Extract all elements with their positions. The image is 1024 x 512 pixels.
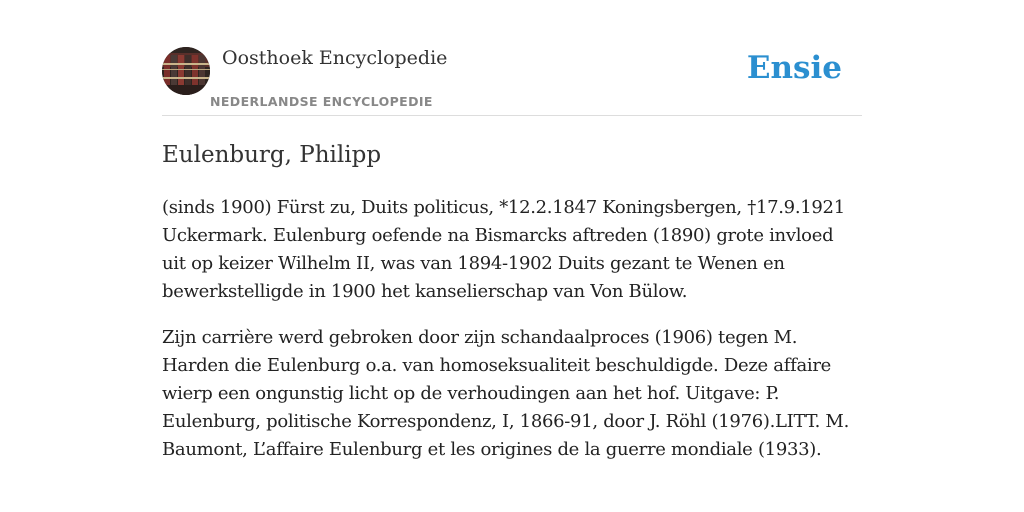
entry-card <box>162 44 862 464</box>
source-subtitle: NEDERLANDSE ENCYCLOPEDIE <box>210 94 433 109</box>
brand-logo[interactable]: Ensie <box>746 50 842 86</box>
entry-paragraph: Zijn carrière werd gebroken door zijn schandaalproces (1906) tegen M. Harden die Eulenburg o.a. van homoseksualiteit beschuldigde. Deze affaire wierp een ongunstig licht op de verhoudingen aan het hof. Uitgave: P. Eulenburg, politische Korrespondenz, I, 1866-91, door J. Röhl (1976).LITT. M. Baumont, L’affaire Eulenburg et les origines de la guerre mondiale (1933). <box>162 327 849 460</box>
entry-title: Eulenburg, Philipp <box>162 142 382 168</box>
entry-paragraph: (sinds 1900) Fürst zu, Duits politicus, *12.2.1847 Koningsbergen, †17.9.1921 Uckermark. Eulenburg oefende na Bismarcks aftreden (1890) grote invloed uit op keizer Wilhelm II, was van 1894-1902 Duits gezant te Wenen en bewerkstelligde in 1900 het kanselierschap van Von Bülow. <box>162 197 845 302</box>
source-header <box>162 44 862 116</box>
encyclopedia-books-icon[interactable] <box>162 47 210 95</box>
source-name[interactable]: Oosthoek Encyclopedie <box>222 47 448 69</box>
